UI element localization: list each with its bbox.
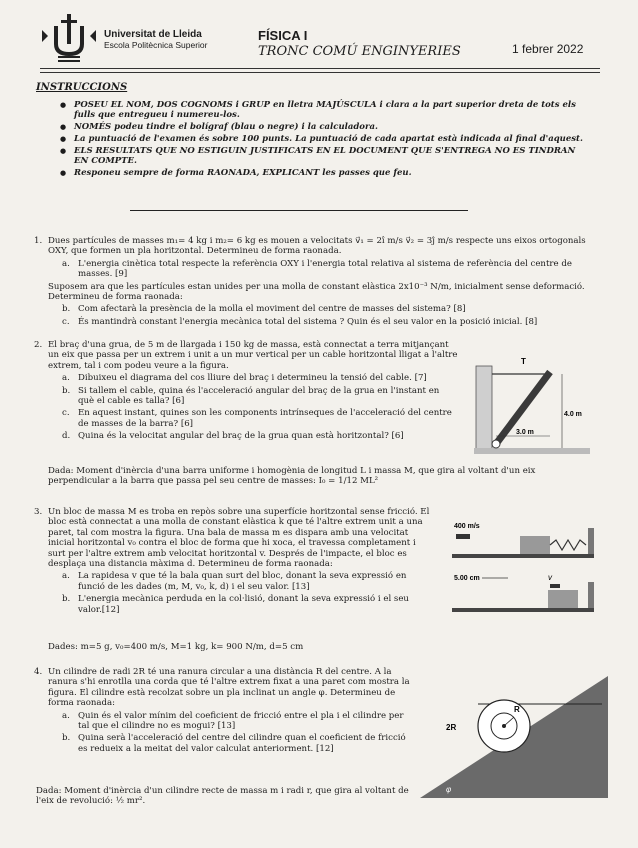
instructions-list <box>60 100 590 180</box>
bullet-speed-label: 400 m/s <box>454 523 480 530</box>
question-3 <box>34 507 434 617</box>
course-title: TRONC COMÚ ENGINYERIES <box>258 44 461 59</box>
inertia-formula: 1/12 ML² <box>338 476 379 487</box>
width-label: 3.0 m <box>516 429 534 436</box>
question-3-data: Dades: m=5 g, v₀=400 m/s, M=1 kg, k= 900 N/m, d=5 cm <box>48 642 304 652</box>
header <box>0 8 638 70</box>
question-1 <box>34 236 594 329</box>
crane-pivot-icon <box>492 440 500 448</box>
subquestion-b: b. L'energia mecànica perduda en la col·lisió, donant la seva expressió i el seu valor.[12] <box>62 594 409 615</box>
question-number: 2. <box>34 340 43 350</box>
spring-before-icon <box>550 540 586 550</box>
subquestion-a: a. Dibuixeu el diagrama del cos lliure del braç i determineu la tensió del cable. [7] <box>62 373 427 384</box>
question-number: 3. <box>34 507 43 517</box>
header-rule-thin <box>40 72 600 73</box>
subquestion-d: d. Quina és la velocitat angular del braç de la grua quan està horitzontal? [6] <box>62 431 404 442</box>
subquestion-a: a. La rapidesa v que té la bala quan surt del bloc, donant la seva expressió en funció de les dades (m, M, v₀, k, d) i el seu valor. [13] <box>62 571 407 592</box>
block-spring-figure <box>448 516 598 626</box>
crane-wall <box>476 366 492 452</box>
angle-label: φ <box>446 785 452 794</box>
crane-ground <box>474 448 590 454</box>
instruction-item: ● Responeu sempre de forma RAONADA, EXPLICANT les passes que feu. <box>60 168 590 178</box>
velocity-label: v <box>548 573 552 582</box>
university-logo-icon <box>34 12 104 64</box>
wall-before <box>588 528 594 556</box>
bullet-icon <box>456 534 470 539</box>
subject-title: FÍSICA I <box>258 28 308 43</box>
subquestion-b: b. Com afectarà la presència de la molla el moviment del centre de masses del sistema? [8] <box>62 304 466 315</box>
question-intro: Un cilindre de radi 2R té una ranura circular a una distància R del centre. A la ranura s'hi enrotlla una corda que té l'altre extrem fixat a una paret com mostra la figura. El cilindre està recolzat sobre un pla inclinat un angle φ. Determineu de forma raonada: <box>48 667 410 709</box>
subquestion-c: c. En aquest instant, quines son les components intrínseques de l'acceleració del centre de masses de la barra? [6] <box>62 408 452 429</box>
displacement-label: 5.00 cm <box>454 575 480 582</box>
cylinder-incline-figure <box>418 668 610 800</box>
question-2 <box>34 340 458 444</box>
exam-date: 1 febrer 2022 <box>512 42 584 56</box>
instruction-item: ● POSEU EL NOM, DOS COGNOMS i GRUP en lletra MAJÚSCULA i clara a la part superior dreta de tots els fulls que entregueu i numereu-los. <box>60 100 590 120</box>
block-before <box>520 536 550 554</box>
instruction-item: ● ELS RESULTATS QUE NO ESTIGUIN JUSTIFICATS EN EL DOCUMENT QUE S'ENTREGA NO ES TINDRAN EN COMPTE. <box>60 146 590 166</box>
question-number: 1. <box>34 236 43 246</box>
cable-tension-label: T <box>521 357 526 366</box>
question-intro: Dues partícules de masses m₁= 4 kg i m₂= 6 kg es mouen a velocitats v⃗₁ = 2î m/s v⃗₂ = 3ĵ m/s respecte uns eixos ortogonals OXY, que formen un pla horitzontal. Determineu de forma raonada. <box>48 236 586 257</box>
question-number: 4. <box>34 667 43 677</box>
subquestion-b: b. Quina serà l'acceleració del centre del cilindre quan el coeficient de fricció es redueix a la meitat del valor calculat anteriorment. [12] <box>62 733 406 754</box>
instruction-item: ● NOMÉS podeu tindre el bolígraf (blau o negre) i la calculadora. <box>60 122 590 132</box>
header-rule <box>40 68 600 69</box>
outer-radius-label: 2R <box>446 723 457 732</box>
question-intro: El braç d'una grua, de 5 m de llargada i 150 kg de massa, està connectat a terra mitjançant un eix que passa per un extrem i unit a un mur vertical per un cable horitzontal lligat a l'altre extrem, tal i com podeu veure a la figura. <box>48 340 458 371</box>
university-name: Universitat de Lleida <box>104 29 202 40</box>
school-name: Escola Politècnica Superior <box>104 40 208 50</box>
bullet-after-icon <box>550 584 560 588</box>
subquestion-b: b. Si tallem el cable, quina és l'acceleració angular del braç de la grua en l'instant en què el cable es talla? [6] <box>62 385 440 407</box>
section-divider <box>130 210 468 211</box>
question-4-data: Dada: Moment d'inèrcia d'un cilindre recte de massa m i radi r, que gira al voltant de l'eix de revolució: ½ mr². <box>36 786 409 807</box>
block-after <box>548 590 578 608</box>
inertia-formula: ½ mr². <box>115 796 146 807</box>
floor-after <box>452 608 594 612</box>
crane-figure <box>470 344 598 456</box>
question-intro: Un bloc de massa M es troba en repòs sobre una superfície horitzontal sense fricció. El bloc està connectat a una molla de constant elàstica k que té l'altre extrem unit a una paret, tal com mostra la figura. Una bala de massa m es dispara amb una velocitat inicial horitzontal v₀ contra el bloc de forma que hi xoca, el travessa completament i surt per l'altre extrem amb velocitat horitzontal v. Després de l'impacte, el bloc es desplaça una distancia màxima d. Determineu de forma raonada: <box>48 507 430 570</box>
question-2-data: Dada: Moment d'inèrcia d'una barra uniforme i homogènia de longitud L i massa M, que gira al voltant d'un eix perpendicular a la barra que passa pel seu centre de masses: I₀ = 1/12 ML² <box>48 466 536 487</box>
subquestion-a: a. Quin és el valor mínim del coeficient de fricció entre el pla i el cilindre per tal que el cilindre no es mogui? [13] <box>62 710 404 732</box>
instructions-title: INSTRUCCIONS <box>36 82 128 93</box>
floor-before <box>452 554 594 558</box>
question-mid-text: Suposem ara que les partícules estan unides per una molla de constant elàstica 2x10⁻³ N/m, inicialment sense deformació. Determineu de forma raonada: <box>48 281 585 303</box>
wall-after <box>588 582 594 610</box>
question-4 <box>34 667 413 756</box>
subquestion-a: a. L'energia cinètica total respecte la referència OXY i l'energia total relativa al sistema de referència del centre de masses. [9] <box>62 258 572 280</box>
subquestion-c: c. És mantindrà constant l'energia mecànica total del sistema ? Quin és el seu valor en la posició inicial. [8] <box>62 316 538 327</box>
inner-radius-label: R <box>514 705 520 714</box>
height-label: 4.0 m <box>564 411 582 418</box>
instruction-item: ● La puntuació de l'examen és sobre 100 punts. La puntuació de cada apartat està indicada al final d'aquest. <box>60 134 590 144</box>
